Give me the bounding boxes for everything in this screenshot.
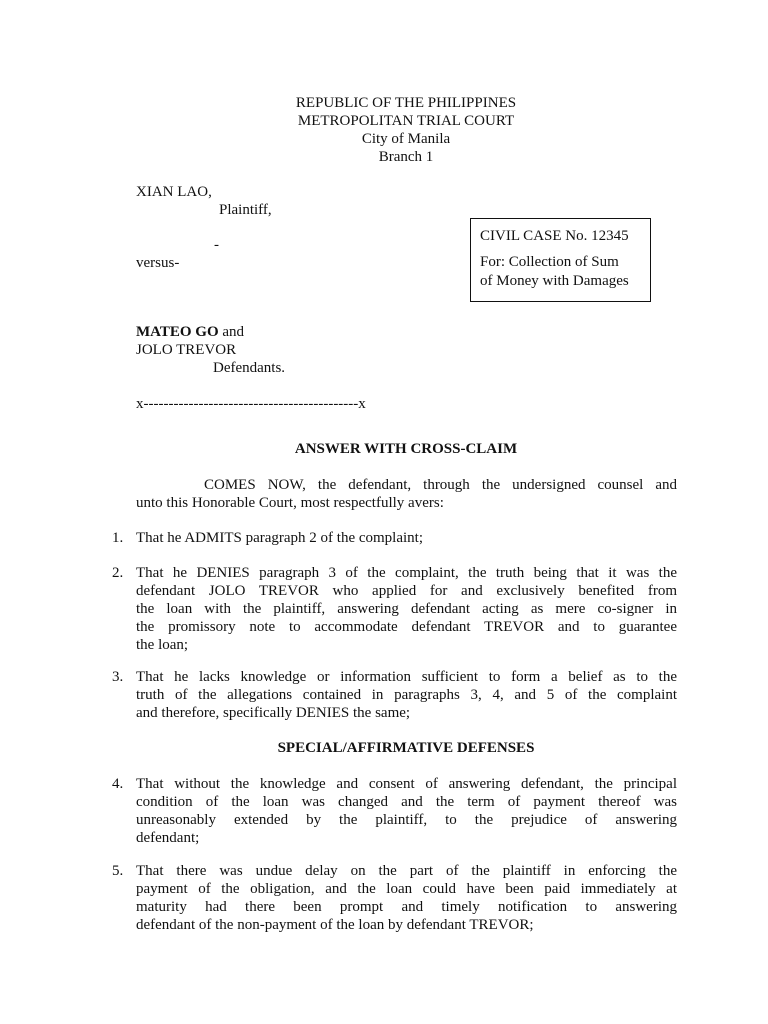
paragraph-line: the loan with the plaintiff, answering defendant acting as mere co-signer in xyxy=(136,601,677,617)
intro-paragraph xyxy=(136,476,677,512)
paragraph-line: defendant; xyxy=(136,830,200,846)
case-nature-line-2: of Money with Damages xyxy=(480,273,629,289)
paragraph-number: 5. xyxy=(112,863,124,879)
paragraph-line: defendant JOLO TREVOR who applied for and exclusively benefited from xyxy=(136,583,677,599)
court-header-city: City of Manila xyxy=(361,131,451,147)
paragraph-line: payment of the obligation, and the loan could have been paid immediately at xyxy=(136,881,677,897)
intro-line-2: unto this Honorable Court, most respectfully avers: xyxy=(136,495,444,511)
paragraph-number: 3. xyxy=(112,669,124,685)
versus-label: versus- xyxy=(136,255,180,271)
paragraph-line: That he DENIES paragraph 3 of the complaint, the truth being that it was the xyxy=(136,565,677,581)
paragraph-line: the loan; xyxy=(136,637,189,653)
case-number: CIVIL CASE No. 12345 xyxy=(480,228,629,244)
versus-dash: - xyxy=(214,237,219,253)
paragraph-line: and therefore, specifically DENIES the same; xyxy=(136,705,411,721)
paragraph-line: That without the knowledge and consent of answering defendant, the principal xyxy=(136,776,677,792)
paragraph-3 xyxy=(136,668,677,722)
court-header-branch: Branch 1 xyxy=(378,149,434,165)
paragraph-line: unreasonably extended by the plaintiff, to the prejudice of answering xyxy=(136,812,677,828)
paragraph-line: That there was undue delay on the part of the plaintiff in enforcing the xyxy=(136,863,677,879)
plaintiff-name: XIAN LAO, xyxy=(136,184,212,200)
document-title: ANSWER WITH CROSS-CLAIM xyxy=(294,441,518,457)
defendant-1 xyxy=(136,323,244,341)
section-heading: SPECIAL/AFFIRMATIVE DEFENSES xyxy=(277,740,535,756)
paragraph-number: 1. xyxy=(112,530,124,546)
paragraph-line: That he ADMITS paragraph 2 of the complaint; xyxy=(136,530,424,546)
defendant-1-name: MATEO GO xyxy=(136,324,219,340)
paragraph-5 xyxy=(136,862,677,934)
paragraph-2 xyxy=(136,564,677,654)
paragraph-number: 2. xyxy=(112,565,124,581)
paragraph-line: the promissory note to accommodate defendant TREVOR and to guarantee xyxy=(136,619,677,635)
defendant-1-suffix: and xyxy=(218,324,245,340)
case-info-box xyxy=(470,218,651,302)
court-header-court: METROPOLITAN TRIAL COURT xyxy=(297,113,515,129)
defendants-role: Defendants. xyxy=(213,360,286,376)
case-nature-line-1: For: Collection of Sum xyxy=(480,254,619,270)
paragraph-line: truth of the allegations contained in paragraphs 3, 4, and 5 of the complaint xyxy=(136,687,677,703)
caption-separator: x-------------------------------------------x xyxy=(136,396,366,412)
paragraph-line: condition of the loan was changed and the term of payment thereof was xyxy=(136,794,677,810)
intro-line-1: COMES NOW, the defendant, through the undersigned counsel and xyxy=(204,477,677,493)
defendant-2-name: JOLO TREVOR xyxy=(136,342,237,358)
paragraph-line: That he lacks knowledge or information sufficient to form a belief as to the xyxy=(136,669,677,685)
paragraph-line: defendant of the non-payment of the loan by defendant TREVOR; xyxy=(136,917,534,933)
paragraph-1 xyxy=(136,529,677,547)
paragraph-4 xyxy=(136,775,677,847)
paragraph-line: maturity had there been prompt and timely notification to answering xyxy=(136,899,677,915)
paragraph-number: 4. xyxy=(112,776,124,792)
plaintiff-role: Plaintiff, xyxy=(219,202,272,218)
court-header-republic: REPUBLIC OF THE PHILIPPINES xyxy=(295,95,517,111)
